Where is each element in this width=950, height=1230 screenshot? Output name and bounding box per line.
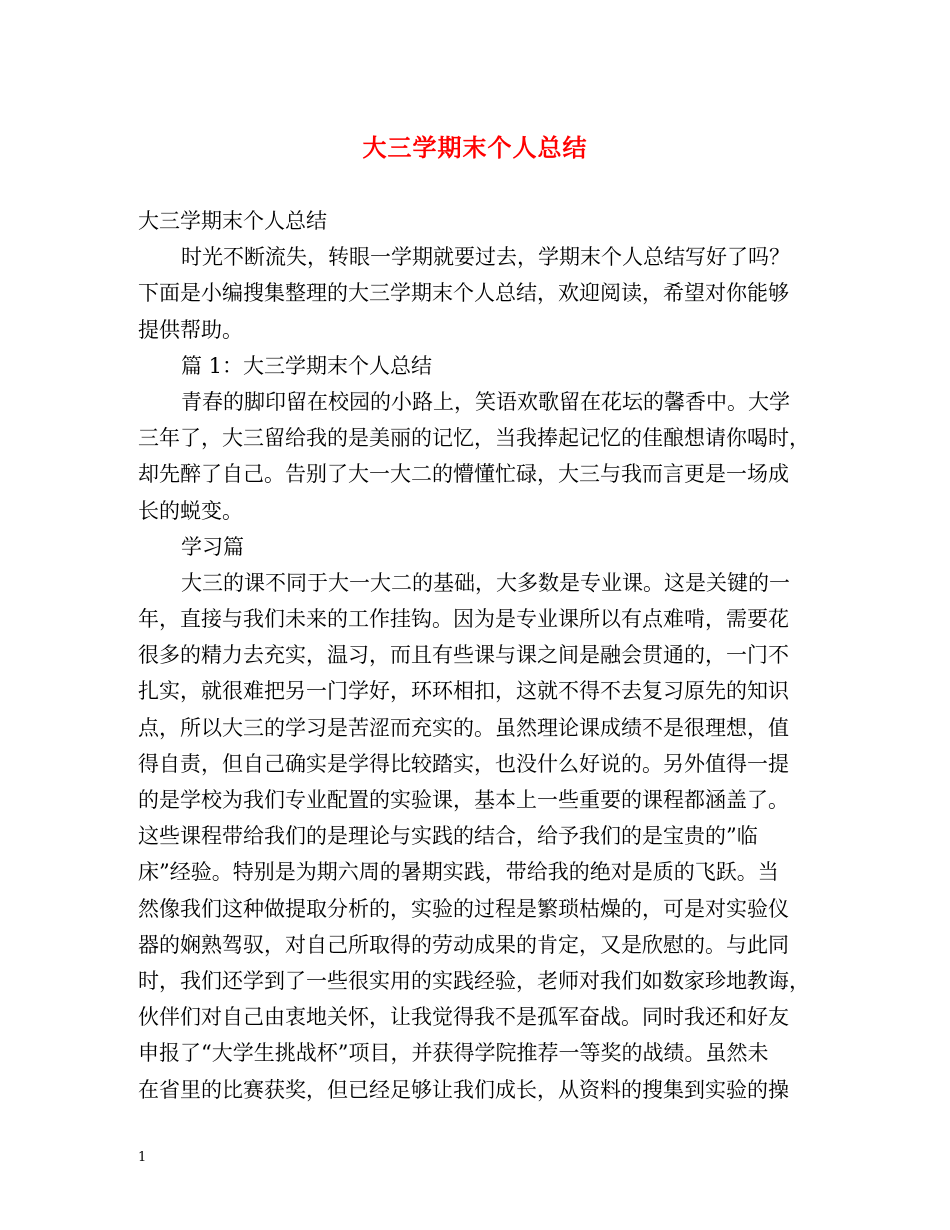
paragraph-line: 青春的脚印留在校园的小路上，笑语欢歌留在花坛的馨香中。大学 (181, 389, 790, 414)
paragraph-line: 器的娴熟驾驭，对自己所取得的劳动成果的肯定，又是欣慰的。与此同 (138, 932, 789, 957)
paragraph-line: 这些课程带给我们的是理论与实践的结合，给予我们的是宝贵的”临 (138, 824, 758, 849)
paragraph-line: 申报了“大学生挑战杯”项目，并获得学院推荐一等奖的战绩。虽然未 (138, 1041, 769, 1066)
section-heading: 学习篇 (181, 534, 244, 559)
paragraph-line: 大三的课不同于大一大二的基础，大多数是专业课。这是关键的一 (181, 570, 790, 595)
paragraph-line: 年，直接与我们未来的工作挂钩。因为是专业课所以有点难啃，需要花 (138, 607, 789, 632)
paragraph-line: 床”经验。特别是为期六周的暑期实践，带给我的绝对是质的飞跃。当 (138, 860, 779, 885)
paragraph-line: 时，我们还学到了一些很实用的实践经验，老师对我们如数家珍地教诲， (138, 968, 810, 993)
paragraph-line: 得自责，但自己确实是学得比较踏实，也没什么好说的。另外值得一提 (138, 751, 789, 776)
paragraph-line: 的是学校为我们专业配置的实验课，基本上一些重要的课程都涵盖了。 (138, 788, 789, 812)
paragraph-line: 伙伴们对自己由衷地关怀，让我觉得我不是孤军奋战。同时我还和好友 (138, 1005, 789, 1030)
document-body (138, 203, 818, 1108)
paragraph-line: 然像我们这种做提取分析的，实验的过程是繁琐枯燥的，可是对实验仪 (138, 896, 789, 921)
paragraph-line: 在省里的比赛获奖，但已经足够让我们成长，从资料的搜集到实验的操 (138, 1077, 789, 1102)
paragraph-line: 却先醉了自己。告别了大一大二的懵懂忙碌，大三与我而言更是一场成 (138, 462, 789, 487)
paragraph-line: 很多的精力去充实，温习，而且有些课与课之间是融会贯通的，一门不 (138, 643, 789, 668)
paragraph-line: 扎实，就很难把另一门学好，环环相扣，这就不得不去复习原先的知识 (138, 679, 789, 704)
page-number: 1 (138, 1150, 147, 1165)
paragraph-line: 三年了，大三留给我的是美丽的记忆，当我捧起记忆的佳酿想请你喝时， (138, 426, 810, 451)
paragraph-line: 点，所以大三的学习是苦涩而充实的。虽然理论课成绩不是很理想，值 (138, 715, 789, 740)
paragraph-line: 时光不断流失，转眼一学期就要过去，学期末个人总结写好了吗？ (181, 245, 790, 270)
section-heading: 篇 1：大三学期末个人总结 (181, 353, 433, 378)
page-title: 大三学期末个人总结 (362, 133, 588, 162)
paragraph-line: 下面是小编搜集整理的大三学期末个人总结，欢迎阅读，希望对你能够 (138, 281, 789, 306)
paragraph-line: 长的蜕变。 (138, 498, 243, 523)
paragraph-line: 提供帮助。 (138, 317, 243, 342)
subtitle-line: 大三学期末个人总结 (138, 209, 327, 233)
